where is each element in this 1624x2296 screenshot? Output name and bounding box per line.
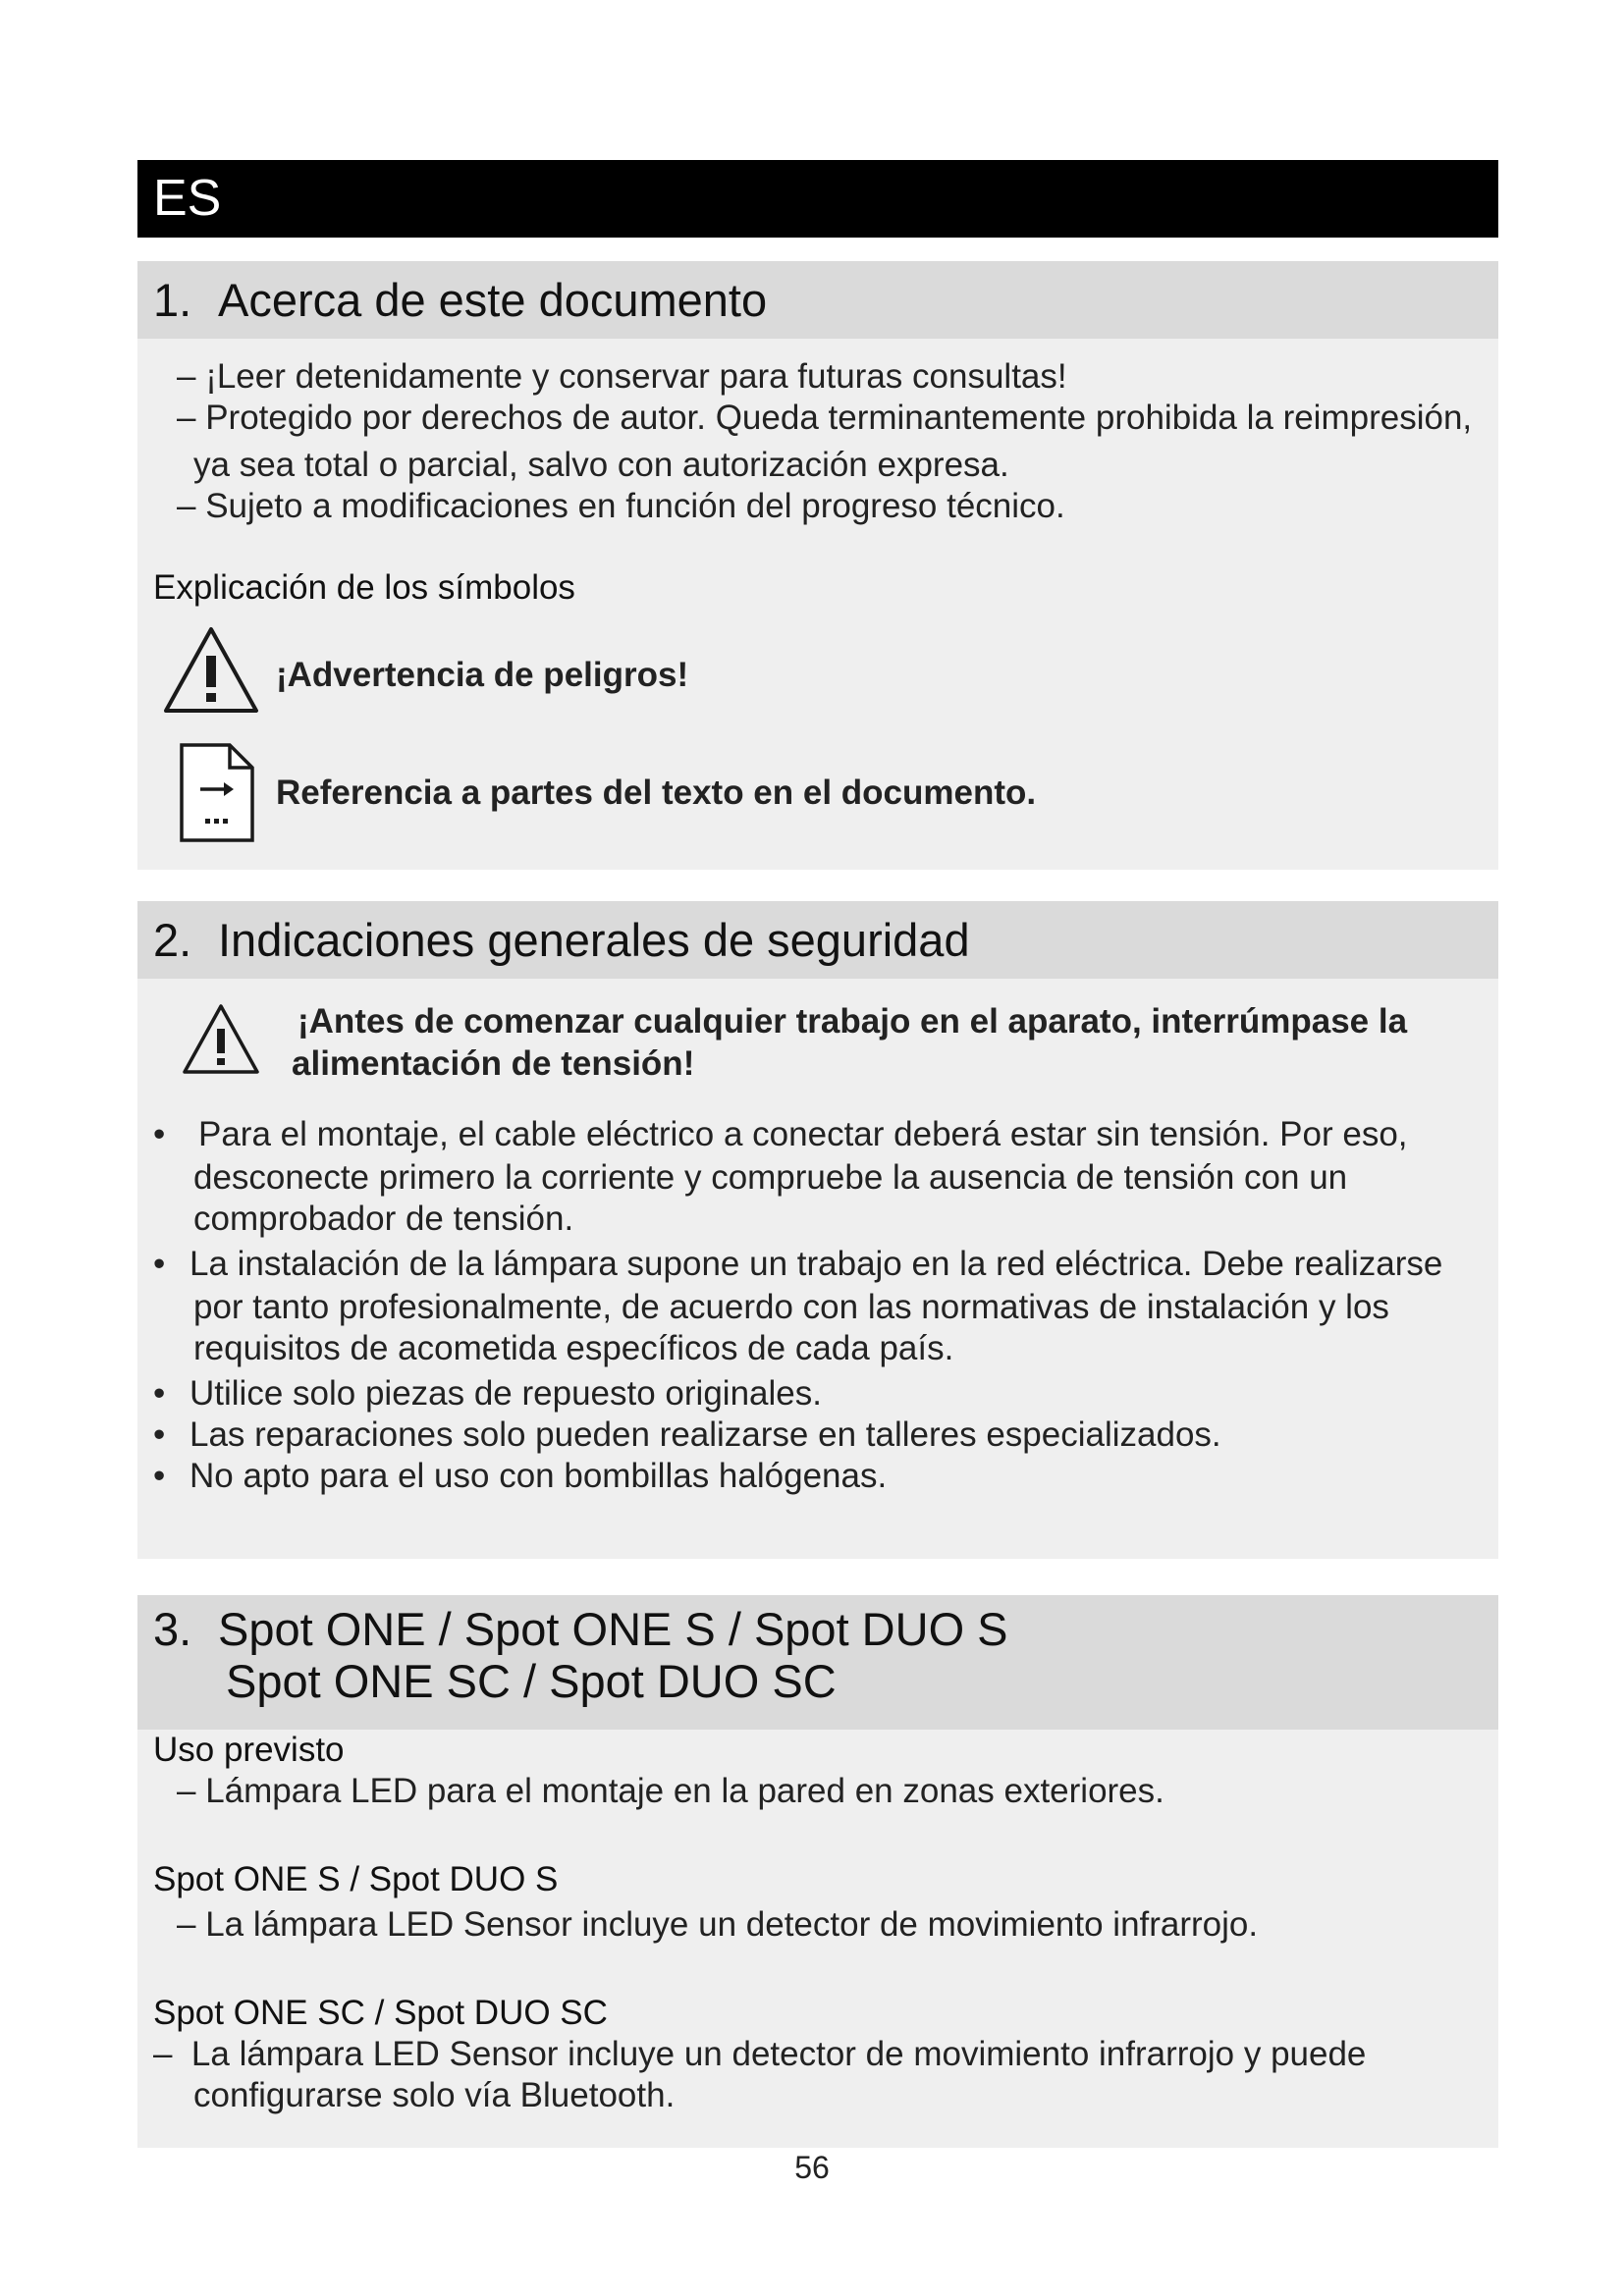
- section-1-title: Acerca de este documento: [218, 274, 768, 326]
- bullet-dot: •: [153, 1457, 166, 1495]
- language-code: ES: [153, 170, 222, 227]
- section-3-header: [137, 1595, 1498, 1730]
- bullet-dot: •: [153, 1415, 166, 1454]
- safety-bullet-5: No apto para el uso con bombillas halógenas.: [189, 1457, 888, 1495]
- warning-triangle-icon: [161, 624, 261, 717]
- section-products: [137, 1595, 1498, 2148]
- doc-note-2: – Protegido por derechos de autor. Queda terminantemente prohibida la reimpresión,: [177, 399, 1473, 437]
- doc-note-2-continuation: ya sea total o parcial, salvo con autorización expresa.: [193, 446, 1009, 484]
- safety-bullet-2-line-1: La instalación de la lámpara supone un trabajo en la red eléctrica. Debe realizarse: [189, 1245, 1443, 1283]
- s-models-item: – La lámpara LED Sensor incluye un detector de movimiento infrarrojo.: [177, 1905, 1259, 1944]
- safety-bullet-1-line-3: comprobador de tensión.: [193, 1200, 574, 1238]
- safety-bullet-3: Utilice solo piezas de repuesto originales.: [189, 1374, 822, 1413]
- intended-use-heading: Uso previsto: [153, 1731, 345, 1769]
- section-2-header: [137, 901, 1498, 979]
- section-1-number: 1.: [153, 274, 192, 326]
- sc-models-item-line-2: configurarse solo vía Bluetooth.: [193, 2076, 676, 2114]
- section-1-header: [137, 261, 1498, 339]
- section-3-title-line-1: Spot ONE / Spot ONE S / Spot DUO S: [218, 1603, 1008, 1655]
- safety-bullet-2-line-3: requisitos de acometida específicos de cada país.: [193, 1329, 954, 1367]
- bullet-dot: •: [153, 1374, 166, 1413]
- section-general-safety: [137, 901, 1498, 1559]
- section-2-number: 2.: [153, 914, 192, 966]
- warning-triangle-icon: [181, 1002, 261, 1077]
- doc-note-3: – Sujeto a modificaciones en función del progreso técnico.: [177, 487, 1065, 525]
- safety-bullet-1-line-1: Para el montaje, el cable eléctrico a conectar deberá estar sin tensión. Por eso,: [198, 1115, 1408, 1153]
- sc-models-heading: Spot ONE SC / Spot DUO SC: [153, 1994, 608, 2032]
- safety-warning-line-1: ¡Antes de comenzar cualquier trabajo en el aparato, interrúmpase la: [298, 1002, 1408, 1041]
- section-2-title: Indicaciones generales de seguridad: [218, 914, 970, 966]
- section-about-document: [137, 261, 1498, 870]
- sc-models-item-line-1: – La lámpara LED Sensor incluye un detector de movimiento infrarrojo y puede: [153, 2035, 1367, 2073]
- safety-bullet-2-line-2: por tanto profesionalmente, de acuerdo con las normativas de instalación y los: [193, 1288, 1389, 1326]
- document-reference-icon: [179, 742, 255, 844]
- s-models-heading: Spot ONE S / Spot DUO S: [153, 1860, 559, 1898]
- bullet-dot: •: [153, 1115, 166, 1153]
- reference-symbol-label: Referencia a partes del texto en el documento.: [276, 774, 1037, 812]
- page-number: 56: [794, 2150, 830, 2185]
- language-header-bar: [137, 160, 1498, 238]
- section-3-number: 3.: [153, 1603, 192, 1655]
- bullet-dot: •: [153, 1245, 166, 1283]
- safety-warning-line-2: alimentación de tensión!: [292, 1044, 695, 1083]
- warning-symbol-label: ¡Advertencia de peligros!: [276, 656, 689, 694]
- intended-use-item: – Lámpara LED para el montaje en la pared en zonas exteriores.: [177, 1772, 1164, 1810]
- section-3-title-line-2: Spot ONE SC / Spot DUO SC: [226, 1655, 837, 1707]
- safety-bullet-1-line-2: desconecte primero la corriente y compruebe la ausencia de tensión con un: [193, 1158, 1348, 1197]
- safety-bullet-4: Las reparaciones solo pueden realizarse en talleres especializados.: [189, 1415, 1221, 1454]
- symbols-heading: Explicación de los símbolos: [153, 568, 575, 607]
- doc-note-1: – ¡Leer detenidamente y conservar para futuras consultas!: [177, 357, 1067, 396]
